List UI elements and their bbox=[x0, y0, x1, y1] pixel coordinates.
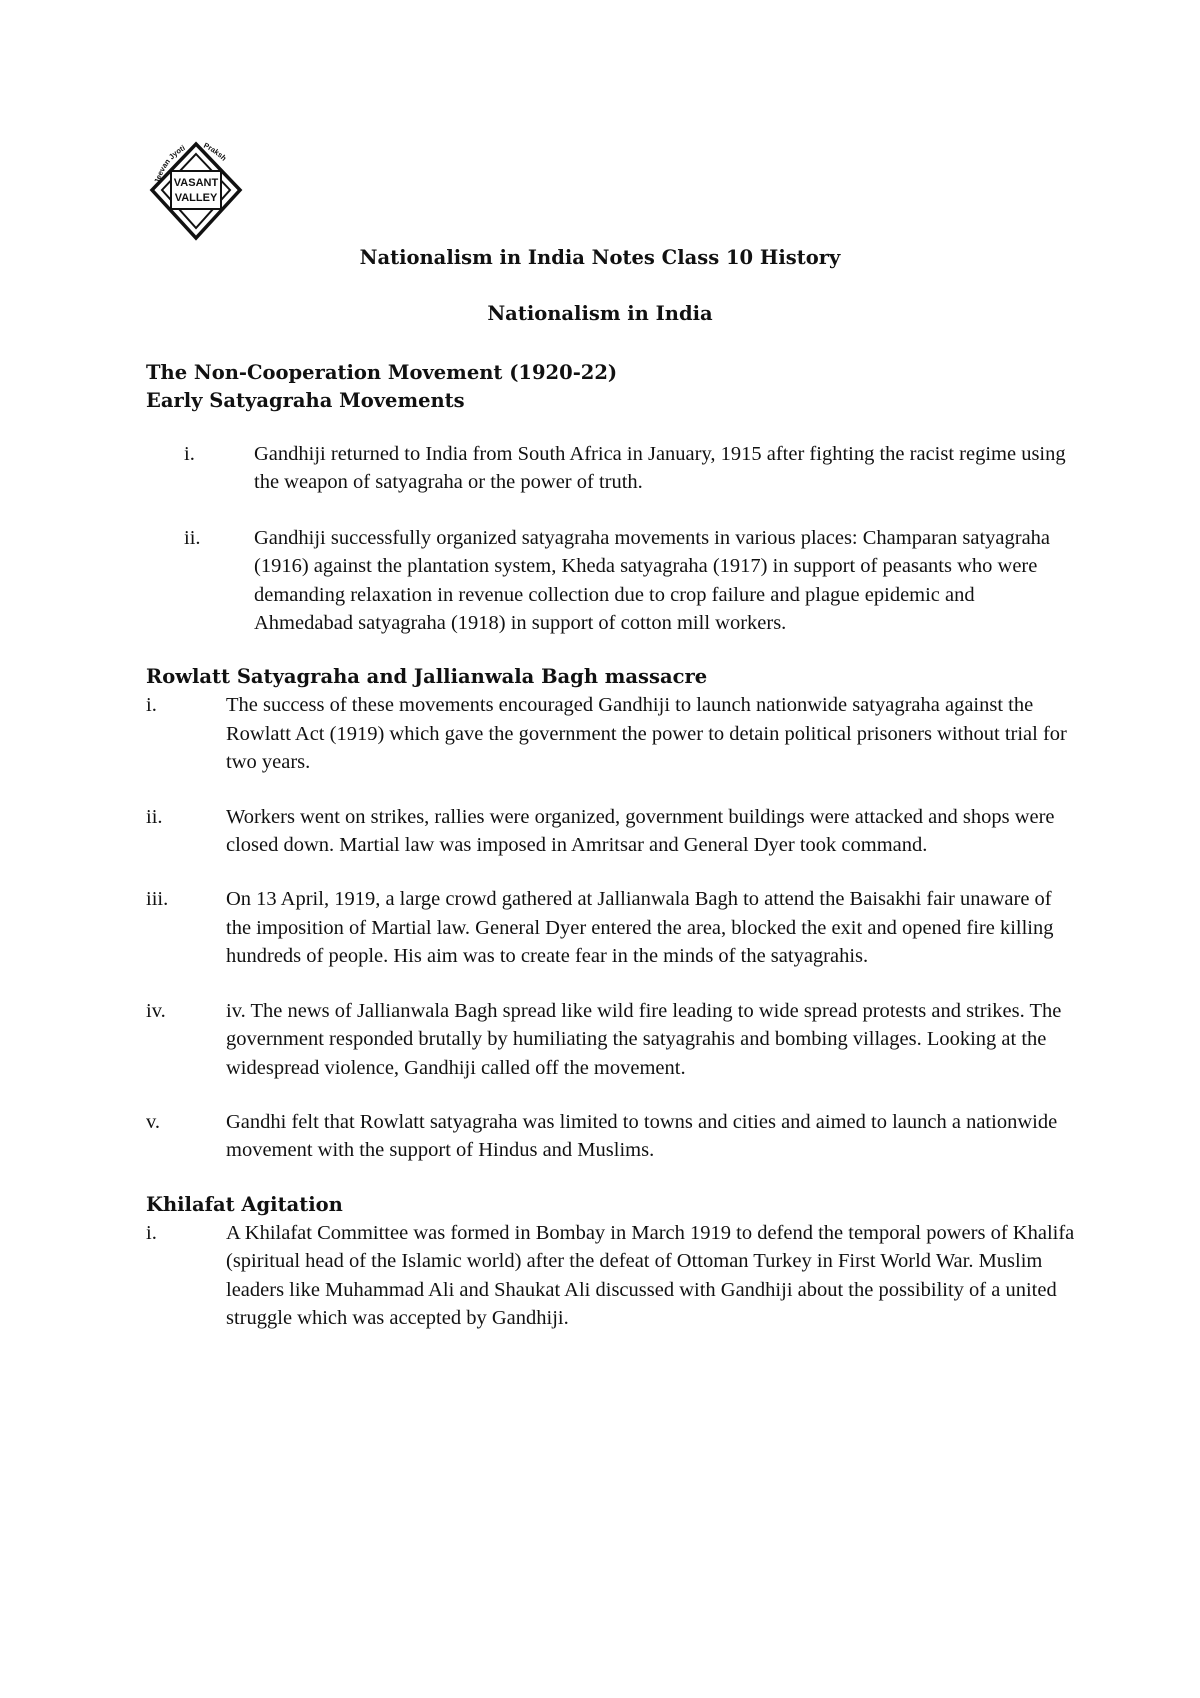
list-item-text: iv. The news of Jallianwala Bagh spread like wild fire leading to wide spread protests and strikes. The government responded brutally by humiliating the satyagrahis and bombing villages. Looking at the widespread violence, Gandhiji called off the movement. bbox=[226, 999, 1062, 1079]
list-item-number: i. bbox=[146, 694, 157, 717]
list-item-text: On 13 April, 1919, a large crowd gathered at Jallianwala Bagh to attend the Baisakhi fair unaware of the imposition of Martial law. General Dyer entered the area, blocked the exit and opened fire killing hundreds of people. His aim was to create fear in the minds of the satyagrahis. bbox=[226, 888, 1054, 968]
logo-line-2: VALLEY bbox=[174, 192, 218, 204]
logo-arc-right: Praksh bbox=[202, 140, 229, 163]
list-item-text: Gandhiji returned to India from South Africa in January, 1915 after fighting the racist regime using the weapon of satyagraha or the power of truth. bbox=[254, 443, 1066, 494]
list-item bbox=[146, 997, 1076, 1082]
list-item-text: Workers went on strikes, rallies were organized, government buildings were attacked and shops were closed down. Martial law was imposed in Amritsar and General Dyer took command. bbox=[226, 805, 1055, 857]
list-item-text: A Khilafat Committee was formed in Bombay in March 1919 to defend the temporal powers of Khalifa (spiritual head of the Islamic world) after the defeat of Ottoman Turkey in First World War. Muslim leaders like Muhammad Ali and Shaukat Ali discussed with Gandhiji about the possibility of a united struggle which was accepted by Gandhiji. bbox=[226, 1221, 1075, 1329]
list-item bbox=[146, 524, 1076, 638]
svg-text:Praksh bbox=[202, 141, 228, 163]
list-item-number: i. bbox=[184, 443, 195, 465]
section-heading: The Non-Cooperation Movement (1920-22) bbox=[146, 361, 618, 384]
list-item bbox=[146, 803, 1076, 860]
list-item-number: ii. bbox=[146, 805, 163, 828]
list-item bbox=[146, 885, 1076, 970]
document-subtitle: Nationalism in India bbox=[487, 302, 713, 325]
logo-line-1: VASANT bbox=[173, 177, 219, 189]
list-item-number: ii. bbox=[184, 526, 201, 549]
section-heading: Rowlatt Satyagraha and Jallianwala Bagh massacre bbox=[146, 665, 708, 689]
list-item-text: Gandhiji successfully organized satyagraha movements in various places: Champaran satyagraha (1916) against the plantation system, Kheda satyagraha (1917) in support of peasants who were demanding relaxation in revenue collection due to crop failure and plague epidemic and Ahmedabad satyagraha (1918) in support of cotton mill workers. bbox=[254, 526, 1051, 635]
section-rowlatt bbox=[146, 663, 1076, 1164]
list-item bbox=[146, 1219, 1076, 1333]
section-khilafat bbox=[146, 1191, 1076, 1333]
document-title: Nationalism in India Notes Class 10 History bbox=[359, 246, 841, 269]
list-item bbox=[146, 1108, 1076, 1165]
school-logo bbox=[148, 140, 244, 242]
document-body bbox=[146, 359, 1076, 1332]
list-item-number: i. bbox=[146, 1221, 157, 1244]
list-item-number: iii. bbox=[146, 888, 169, 911]
list-item bbox=[146, 691, 1076, 776]
list-item-number: iv. bbox=[146, 999, 166, 1022]
section-non-cooperation bbox=[146, 359, 1076, 637]
logo-arc-left: Jeevan Jyoti bbox=[152, 143, 187, 185]
list-item-number: v. bbox=[146, 1110, 161, 1133]
list-item-text: The success of these movements encouraged Gandhiji to launch nationwide satyagraha against the Rowlatt Act (1919) which gave the government the power to detain political prisoners without trial for two years. bbox=[226, 694, 1067, 774]
section-heading: Khilafat Agitation bbox=[146, 1192, 343, 1216]
subsection-heading: Early Satyagraha Movements bbox=[146, 389, 465, 412]
list-item-text: Gandhi felt that Rowlatt satyagraha was limited to towns and cities and aimed to launch a nationwide movement with the support of Hindus and Muslims. bbox=[226, 1110, 1058, 1162]
list-item bbox=[146, 440, 1076, 497]
